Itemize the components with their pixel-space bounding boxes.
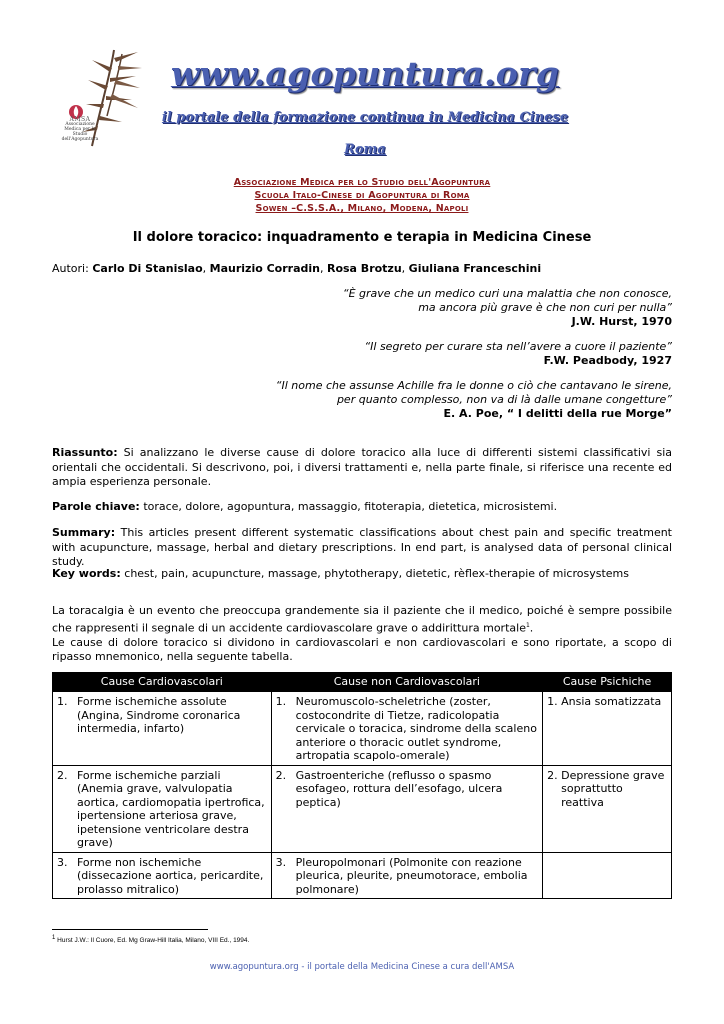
item-number: 2. (57, 768, 68, 782)
causes-table (52, 672, 672, 899)
column-header: Cause non Cardiovascolari (271, 673, 542, 692)
epigraph-quote (112, 379, 672, 421)
item-number: 1. (275, 695, 287, 708)
parole-chiave-text: torace, dolore, agopuntura, massaggio, fitoterapia, dietetica, microsistemi. (143, 500, 558, 513)
column-header: Cause Psichiche (543, 673, 672, 692)
item-text: Forme non ischemiche (dissecazione aortica, pericardite, prolasso mitralico) (77, 855, 264, 896)
intro-text: La toracalgia è un evento che preoccupa grandemente sia il paziente che il medico, poiché è sempre possibile che rappresenti il segnale di un accidente cardiovascolare grave o addirittura mortale (52, 604, 672, 635)
keywords-text: chest, pain, acupuncture, massage, phytotherapy, dietetic, rèflex-therapie of microsystems (124, 567, 629, 580)
author-name: Carlo Di Stanislao (92, 262, 203, 275)
association-line: Scuola Italo-Cinese di Agopuntura di Roma (254, 190, 470, 201)
riassunto-label: Riassunto: (52, 446, 118, 459)
riassunto-paragraph (52, 446, 672, 490)
table-cell (53, 692, 272, 766)
item-text: Depressione grave soprattutto reattiva (561, 768, 665, 809)
author-name: Rosa Brotzu (326, 262, 402, 275)
table-row (53, 765, 672, 852)
item-text: Pleuropolmonari (Polmonite con reazione pleurica, pleurite, pneumotorace, embolia polmonare) (295, 855, 528, 896)
item-number: 1. (57, 695, 68, 708)
association-line: Associazione Medica per lo Studio dell'Agopuntura (233, 177, 491, 188)
summary-label: Summary: (52, 526, 116, 539)
item-number: 1. (547, 695, 558, 708)
logo-caption: Associazione Medica per lo Studio dell'Agopuntura (61, 122, 99, 142)
quote-source: J.W. Hurst, 1970 (571, 315, 672, 328)
table-cell (543, 765, 672, 852)
site-title-link[interactable]: www.agopuntura.org (170, 54, 560, 93)
item-number: 2. (275, 768, 287, 782)
association-line: Sowen –C.S.S.A., Milano, Modena, Napoli (255, 203, 469, 214)
footnote-text: Hurst J.W.: Il Cuore, Ed. Mg Graw-Hill Italia, Milano, VIII Ed., 1994. (57, 937, 250, 945)
footnote-reference[interactable]: 1 (525, 621, 530, 629)
association-block (150, 176, 574, 215)
table-cell (543, 692, 672, 766)
table-cell (53, 765, 272, 852)
parole-chiave-label: Parole chiave: (52, 500, 140, 513)
author-name: Maurizio Corradin (209, 262, 320, 275)
parole-chiave-paragraph (52, 500, 672, 515)
site-city: Roma (344, 142, 386, 157)
footnote (52, 935, 249, 944)
amsa-logo (52, 46, 148, 156)
footnote-divider (52, 929, 208, 930)
footnote-number: 1 (52, 935, 56, 941)
author-name: Giuliana Franceschini (408, 262, 542, 275)
table-cell (271, 765, 542, 852)
table-cell (271, 852, 542, 899)
table-row (53, 852, 672, 899)
quote-source: E. A. Poe, “ I delitti della rue Morge” (443, 407, 672, 420)
intro-end: . (529, 621, 534, 635)
table-cell (271, 692, 542, 766)
table-row (53, 692, 672, 766)
table-header-row (53, 673, 672, 692)
quote-line: per quanto complesso, non va di là dalle umane congetture” (336, 393, 672, 406)
quote-line: “Il segreto per curare sta nell’avere a cuore il paziente” (364, 340, 672, 353)
quote-source: F.W. Peadbody, 1927 (543, 354, 672, 367)
item-text: Gastroenteriche (reflusso o spasmo esofageo, rottura dell’esofago, ulcera peptica) (295, 768, 503, 809)
summary-text: This articles present different systematic classifications about chest pain and specific treatment with acupuncture, massage, herbal and dietary prescriptions. In end part, is analysed data of personal clinical study. (52, 526, 672, 568)
authors-line: Autori: Carlo Di Stanislao, Maurizio Corradin, Rosa Brotzu, Giuliana Franceschini (52, 262, 542, 275)
logo-name: AMSA (69, 116, 91, 123)
intro-paragraph (52, 604, 672, 665)
quote-line: “Il nome che assunse Achille fra le donne o ciò che cantavano le sirene, (275, 379, 672, 392)
site-subtitle: il portale della formazione continua in Medicina Cinese (161, 110, 569, 125)
epigraph-quote (112, 340, 672, 368)
keywords-paragraph (52, 567, 672, 582)
table-cell (53, 852, 272, 899)
item-text: Neuromuscolo-scheletriche (zoster, costocondrite di Tietze, radicolopatia cervicale o toracica, sindrome della scaleno anteriore o thoracic outlet syndrome, artropatia scapolo-omerale) (295, 695, 537, 762)
item-number: 3. (57, 855, 68, 869)
item-text: Forme ischemiche parziali (Anemia grave, valvulopatia aortica, cardiomopatia ipertrofica, ipertensione arteriosa grave, ipetensione ventricolare destra grave) (77, 768, 265, 849)
page-footer: www.agopuntura.org - il portale della Medicina Cinese a cura dell'AMSA (209, 962, 515, 972)
item-number: 2. (547, 768, 558, 782)
epigraph-quote (112, 287, 672, 329)
authors-label: Autori: (52, 262, 89, 275)
quote-line: “È grave che un medico curi una malattia che non conosce, (342, 287, 672, 300)
item-number: 3. (275, 855, 287, 869)
item-text: Ansia somatizzata (561, 695, 662, 708)
keywords-label: Key words: (52, 567, 121, 580)
riassunto-text: Si analizzano le diverse cause di dolore toracico alla luce di differenti sistemi classificativi sia orientali che occidentali. Si descrivono, poi, i diversi trattamenti e, nella parte finale, si riferisce una recente ed ampia esperienza personale. (52, 446, 672, 488)
table-cell (543, 852, 672, 899)
summary-paragraph (52, 526, 672, 570)
paper-title: Il dolore toracico: inquadramento e terapia in Medicina Cinese (132, 230, 592, 245)
item-text: Forme ischemiche assolute (Angina, Sindrome coronarica intermedia, infarto) (77, 695, 241, 735)
column-header: Cause Cardiovascolari (53, 673, 272, 692)
quote-line: ma ancora più grave è che non curi per nulla” (418, 301, 672, 314)
intro-text: Le cause di dolore toracico si dividono in cardiovascolari e non cardiovascolari e sono riportate, a scopo di ripasso mnemonico, nella seguente tabella. (52, 635, 672, 664)
